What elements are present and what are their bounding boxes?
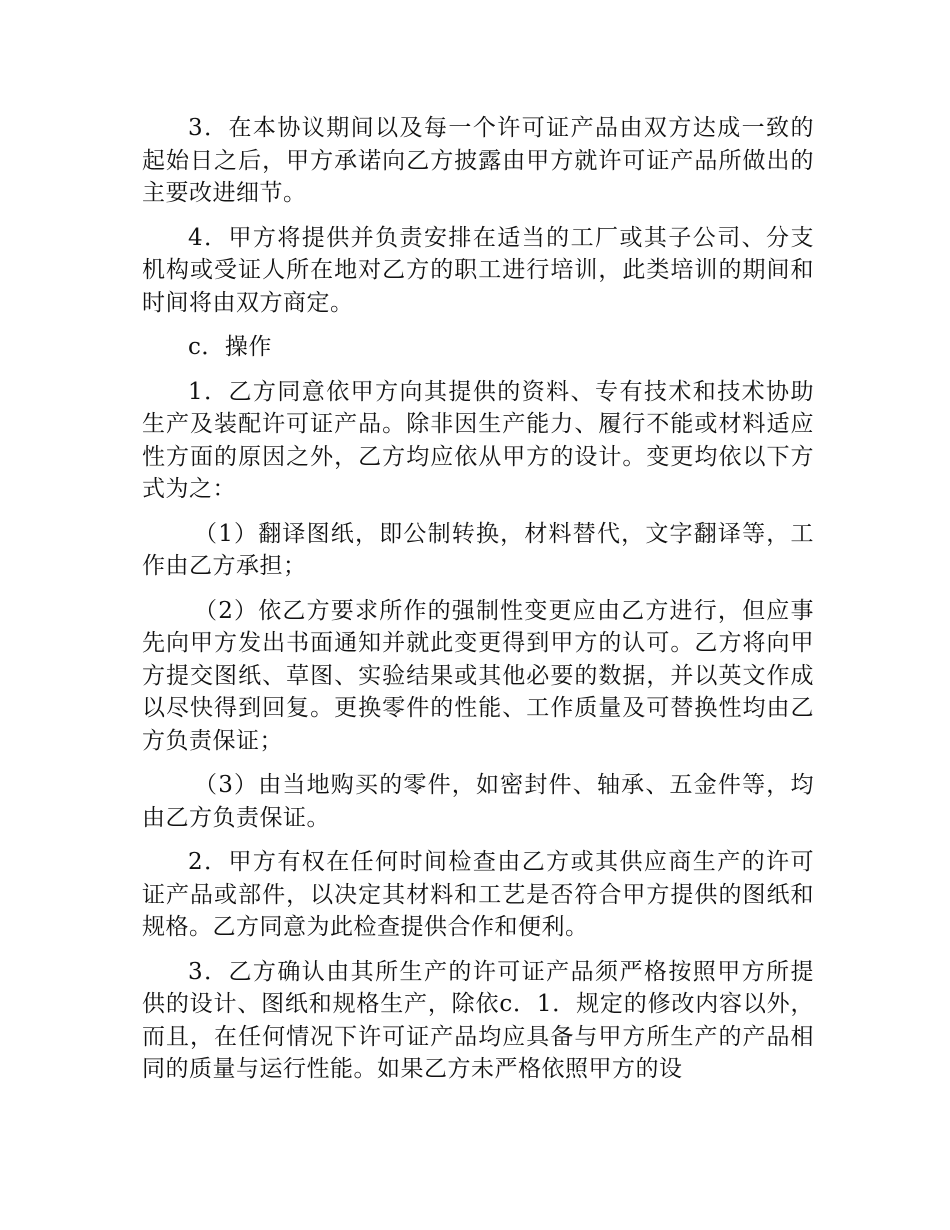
list-item-local-parts: （3）由当地购买的零件，如密封件、轴承、五金件等，均由乙方负责保证。: [142, 772, 814, 831]
section-heading-operation: c．操作: [188, 334, 272, 360]
paragraph-clause-4-training: 4．甲方将提供并负责安排在适当的工厂或其子公司、分支机构或受证人所在地对乙方的职工进行培训，此类培训的期间和时间将由双方商定。: [142, 224, 814, 316]
paragraph-operation-3: 3．乙方确认由其所生产的许可证产品须严格按照甲方所提供的设计、图纸和规格生产，除依c．1．规定的修改内容以外，而且，在任何情况下许可证产品均应具备与甲方所生产的产品相同的质量与运行性能。如果乙方未严格依照甲方的设: [142, 958, 814, 1082]
paragraph-operation-1: 1．乙方同意依甲方向其提供的资料、专有技术和技术协助生产及装配许可证产品。除非因生产能力、履行不能或材料适应性方面的原因之外，乙方均应依从甲方的设计。变更均依以下方式为之：: [142, 378, 814, 502]
document-body: [142, 112, 814, 1098]
paragraph-operation-2: 2．甲方有权在任何时间检查由乙方或其供应商生产的许可证产品或部件，以决定其材料和工艺是否符合甲方提供的图纸和规格。乙方同意为此检查提供合作和便利。: [142, 849, 814, 940]
list-item-translate-drawings: （1）翻译图纸，即公制转换，材料替代，文字翻译等，工作由乙方承担；: [142, 520, 814, 579]
paragraph-clause-3-disclosure: 3．在本协议期间以及每一个许可证产品由双方达成一致的起始日之后，甲方承诺向乙方披露由甲方就许可证产品所做出的主要改进细节。: [142, 115, 814, 206]
list-item-mandatory-changes: （2）依乙方要求所作的强制性变更应由乙方进行，但应事先向甲方发出书面通知并就此变更得到甲方的认可。乙方将向甲方提交图纸、草图、实验结果或其他必要的数据，并以英文作成以尽快得到回复。更换零件的性能、工作质量及可替换性均由乙方负责保证；: [142, 597, 814, 754]
